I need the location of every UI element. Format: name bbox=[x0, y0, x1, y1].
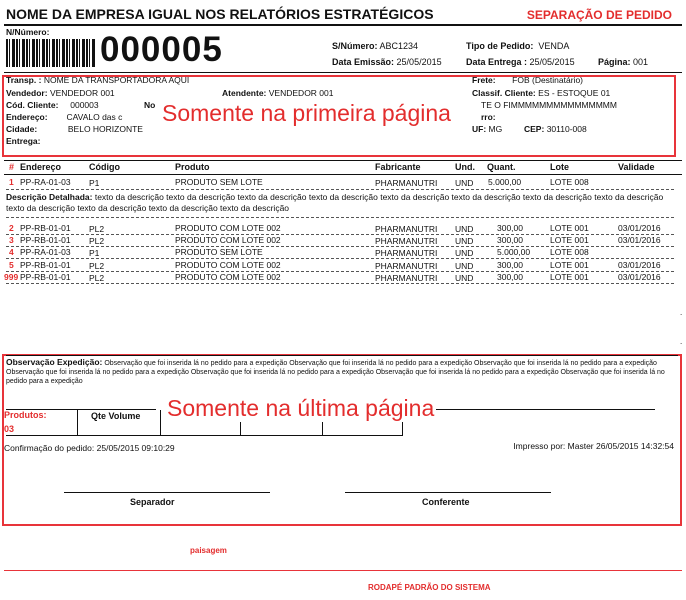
row-validade: 03/01/2016 bbox=[618, 223, 661, 233]
row-codigo: PL2 bbox=[89, 260, 105, 271]
row-lote: LOTE 008 bbox=[550, 177, 589, 187]
header-divider bbox=[4, 24, 682, 26]
nome-fragment: No bbox=[144, 100, 156, 110]
row-fabricante: PHARMANUTRI bbox=[375, 178, 438, 188]
endereco-label: Endereço: bbox=[6, 112, 48, 122]
conferente-line bbox=[345, 492, 551, 493]
bairro-fragment: rro: bbox=[481, 112, 496, 122]
row-lote: LOTE 001 bbox=[550, 223, 589, 233]
separador-line bbox=[64, 492, 270, 493]
description-block bbox=[6, 192, 674, 214]
endereco-value: CAVALO das c bbox=[66, 112, 123, 122]
col-und-header: Und. bbox=[455, 162, 475, 172]
row-codigo: PL2 bbox=[89, 224, 105, 234]
frete-label: Frete: bbox=[472, 75, 496, 85]
row-lote: LOTE 001 bbox=[550, 235, 589, 246]
confirmacao-label: Confirmação do pedido: bbox=[4, 443, 95, 453]
order-number: 000005 bbox=[100, 30, 223, 69]
transp-label: Transp. : bbox=[6, 75, 42, 85]
row-und: UND bbox=[455, 260, 474, 271]
rodape-divider bbox=[4, 570, 682, 571]
emission-label: Data Emissão: bbox=[332, 57, 395, 67]
col-validade-header: Validade bbox=[618, 162, 655, 172]
company-name: NOME DA EMPRESA IGUAL NOS RELATÓRIOS ESTRATÉGICOS bbox=[6, 6, 434, 22]
delivery-date: 25/05/2015 bbox=[529, 57, 575, 67]
order-type: VENDA bbox=[538, 41, 570, 51]
vendedor-value: VENDEDOR 001 bbox=[49, 88, 115, 98]
page-number: 001 bbox=[633, 57, 649, 67]
row-quant: 5.000,00 bbox=[497, 247, 531, 258]
last-page-overlay: Somente na última página bbox=[167, 395, 435, 421]
row-produto: PRODUTO COM LOTE 002 bbox=[175, 223, 281, 233]
col-produto-header: Produto bbox=[175, 162, 210, 172]
cliente-fragment: TE O FIMMMMMMMMMMMMMMM bbox=[481, 100, 617, 110]
s-number: ABC1234 bbox=[379, 41, 419, 51]
cod-value: 000003 bbox=[70, 100, 99, 110]
barcode bbox=[6, 39, 96, 67]
row-und: UND bbox=[455, 224, 474, 234]
impresso-label: Impresso por: bbox=[513, 441, 566, 451]
col-lote-header: Lote bbox=[550, 162, 569, 172]
emission-date: 25/05/2015 bbox=[396, 57, 442, 67]
row-num: 999 bbox=[4, 271, 19, 282]
row-quant: 300,00 bbox=[497, 271, 523, 282]
row-codigo: PL2 bbox=[89, 272, 105, 283]
col-codigo-header: Código bbox=[89, 162, 120, 172]
row-quant: 300,00 bbox=[497, 235, 523, 246]
row-lote: LOTE 001 bbox=[550, 271, 589, 282]
produtos-label: Produtos: bbox=[4, 410, 47, 420]
report-title: SEPARAÇÃO DE PEDIDO bbox=[526, 8, 672, 22]
cod-label: Cód. Cliente: bbox=[6, 100, 59, 110]
table-header-bottom bbox=[4, 174, 682, 175]
row-num: 3 bbox=[9, 235, 14, 246]
col-quant-header: Quant. bbox=[487, 162, 516, 172]
separador-label: Separador bbox=[130, 497, 175, 507]
row-produto: PRODUTO COM LOTE 002 bbox=[175, 271, 281, 282]
impresso-value: Master 26/05/2015 14:32:54 bbox=[567, 441, 674, 451]
row-endereco: PP-RB-01-01 bbox=[20, 223, 71, 233]
first-page-overlay: Somente na primeira página bbox=[162, 100, 451, 126]
row-endereco: PP-RB-01-01 bbox=[20, 271, 71, 282]
row-fabricante: PHARMANUTRI bbox=[375, 272, 438, 283]
vendedor-label: Vendedor: bbox=[6, 88, 48, 98]
row-endereco: PP-RB-01-01 bbox=[20, 235, 71, 246]
confirmacao-value: 25/05/2015 09:10:29 bbox=[96, 443, 175, 453]
row-fabricante: PHARMANUTRI bbox=[375, 248, 438, 259]
row-und: UND bbox=[455, 178, 474, 188]
row-quant: 300,00 bbox=[497, 259, 523, 270]
row-produto: PRODUTO SEM LOTE bbox=[175, 177, 263, 187]
atendente-label: Atendente: bbox=[222, 88, 267, 98]
row-quant: 5.000,00 bbox=[488, 177, 522, 187]
transp-value: NOME DA TRANSPORTADORA AQUI bbox=[43, 75, 190, 85]
volume-label: Qte Volume bbox=[91, 411, 141, 421]
rodape-label: RODAPÉ PADRÃO DO SISTEMA bbox=[368, 583, 491, 592]
produtos-count: 03 bbox=[4, 424, 15, 434]
row-endereco: PP-RB-01-01 bbox=[20, 259, 71, 270]
row-validade: 03/01/2016 bbox=[618, 259, 661, 270]
row-lote: LOTE 001 bbox=[550, 259, 589, 270]
delivery-label: Data Entrega : bbox=[466, 57, 528, 67]
header-bottom-divider bbox=[4, 72, 682, 73]
number-label: N/Número: bbox=[6, 27, 50, 37]
uf-label: UF: bbox=[472, 124, 487, 134]
row-und: UND bbox=[455, 248, 474, 259]
row-fabricante: PHARMANUTRI bbox=[375, 224, 438, 234]
row-fabricante: PHARMANUTRI bbox=[375, 236, 438, 247]
description-label: Descrição Detalhada: bbox=[6, 192, 93, 202]
row-codigo: PL2 bbox=[89, 236, 105, 247]
uf-value: MG bbox=[488, 124, 503, 134]
row-produto: PRODUTO COM LOTE 002 bbox=[175, 235, 281, 246]
observation-block bbox=[6, 358, 674, 386]
row-fabricante: PHARMANUTRI bbox=[375, 260, 438, 271]
atendente-value: VENDEDOR 001 bbox=[268, 88, 334, 98]
page-label: Página: bbox=[598, 57, 631, 67]
row-produto: PRODUTO SEM LOTE bbox=[175, 247, 263, 258]
row-validade: 03/01/2016 bbox=[618, 271, 661, 282]
col-num-header: # bbox=[9, 162, 15, 172]
order-type-label: Tipo de Pedido: bbox=[466, 41, 534, 51]
row-codigo: P1 bbox=[89, 178, 100, 188]
row-codigo: P1 bbox=[89, 248, 100, 259]
row-lote: LOTE 008 bbox=[550, 247, 589, 258]
row-und: UND bbox=[455, 236, 474, 247]
row-num: 1 bbox=[9, 177, 14, 187]
paisagem-label: paisagem bbox=[190, 546, 227, 555]
cidade-label: Cidade: bbox=[6, 124, 38, 134]
col-endereco-header: Endereço bbox=[20, 162, 62, 172]
obs-text: Observação que foi inserida lá no pedido para a expedição Observação que foi inserida lá no pedido para a expedição Observação que foi inserida lá no pedido para a expedição Observação que foi inserida lá no pedido para a expedição Observação que foi inserida lá no pedido para a expedição Observação que foi inserida lá no pedido para a expedição Observação que foi inserida lá no pedido para a expedição bbox=[6, 360, 665, 385]
row-quant: 300,00 bbox=[497, 223, 523, 233]
row-produto: PRODUTO COM LOTE 002 bbox=[175, 259, 281, 270]
cep-label: CEP: bbox=[524, 124, 545, 134]
obs-label: Observação Expedição: bbox=[6, 357, 103, 367]
s-number-label: S/Número: bbox=[332, 41, 378, 51]
cep-value: 30110-008 bbox=[546, 124, 587, 134]
entrega-label: Entrega: bbox=[6, 136, 41, 146]
row-num: 2 bbox=[9, 223, 14, 233]
row-und: UND bbox=[455, 272, 474, 283]
row-num: 4 bbox=[9, 247, 14, 258]
frete-value: FOB (Destinatário) bbox=[512, 75, 584, 85]
conferente-label: Conferente bbox=[422, 497, 470, 507]
row-num: 5 bbox=[9, 259, 14, 270]
row-endereco: PP-RA-01-03 bbox=[20, 247, 71, 258]
row-validade: 03/01/2016 bbox=[618, 235, 661, 246]
col-fabricante-header: Fabricante bbox=[375, 162, 421, 172]
cidade-value: BELO HORIZONTE bbox=[67, 124, 143, 134]
classif-label: Classif. Cliente: bbox=[472, 88, 536, 98]
row-endereco: PP-RA-01-03 bbox=[20, 177, 71, 187]
table-header-divider bbox=[4, 160, 682, 161]
classif-value: ES - ESTOQUE 01 bbox=[538, 88, 611, 98]
description-text: texto da descrição texto da descrição texto da descrição texto da descrição texto da descrição texto da descrição texto da descrição texto da descrição texto da descrição texto da descrição texto da descrição texto da descrição bbox=[6, 192, 664, 213]
